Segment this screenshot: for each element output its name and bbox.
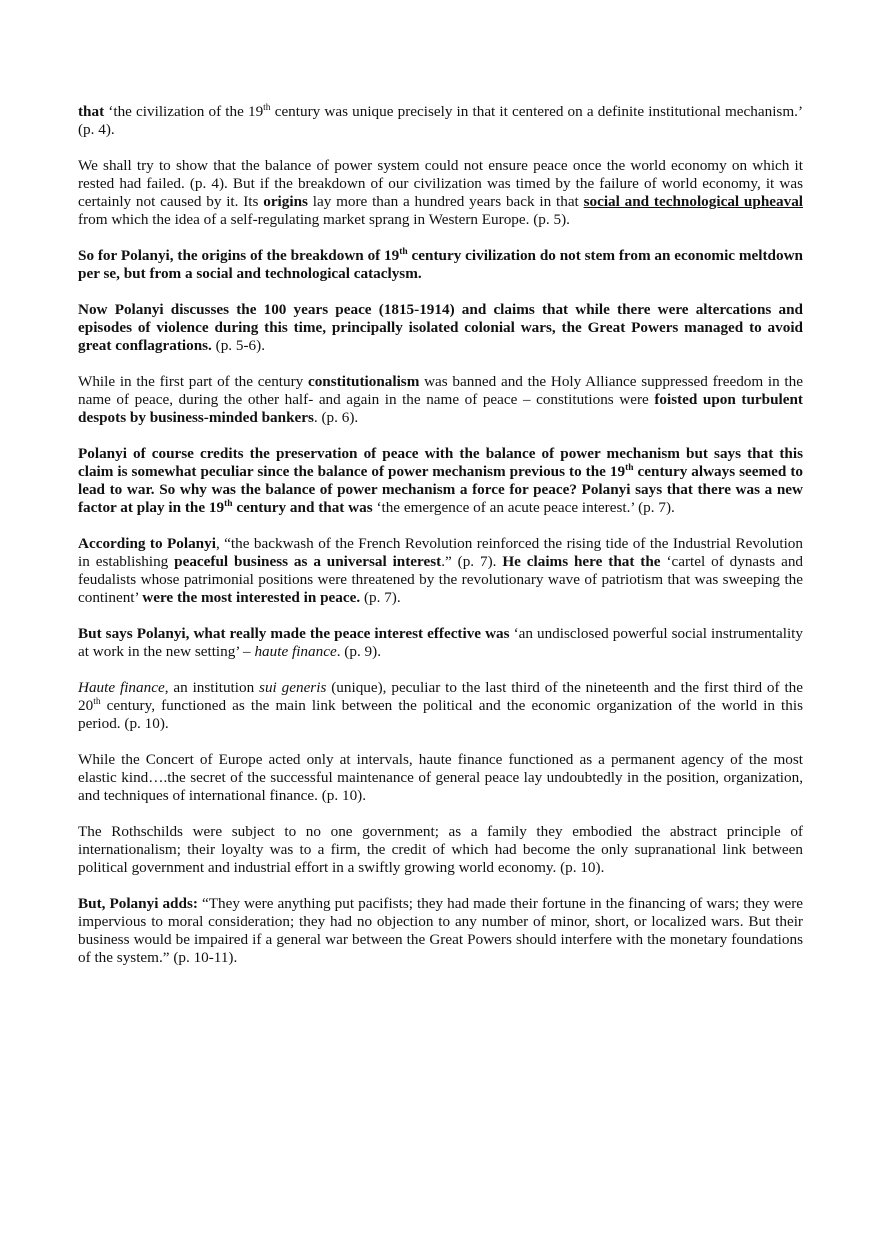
superscript: th — [399, 246, 408, 257]
run: century, functioned as the main link between the political and the economic organization of the world in this period. (p. 10). — [78, 697, 803, 732]
paragraph-haute-finance-definition — [78, 679, 803, 733]
run: , “the backwash of the French Revolution reinforced the rising tide of the Industrial Revolution in establishing — [78, 535, 803, 570]
paragraph-polanyi-adds — [78, 895, 803, 967]
run: century was unique precisely in that it centered on a definite institutional mechanism.’ (p. 4). — [78, 103, 804, 138]
superscript: th — [224, 498, 233, 509]
run: But, Polanyi adds: — [78, 895, 198, 912]
run: century civilization do not stem from an economic meltdown per se, but from a social and technological cataclysm. — [78, 247, 803, 282]
run: While in the first part of the century — [78, 373, 308, 390]
paragraph-concert-of-europe — [78, 751, 803, 805]
superscript: th — [93, 696, 101, 707]
run: .” (p. 7). — [441, 553, 503, 570]
run: foisted upon turbulent despots by business-minded bankers — [78, 391, 803, 426]
run: Now Polanyi discusses the 100 years peace (1815-1914) and claims that while there were altercations and episodes of violence during this time, principally isolated colonial wars, the Great Powers managed to avoid great conflagrations. — [78, 301, 803, 354]
run: The Rothschilds were subject to no one government; as a family they embodied the abstract principle of internationalism; their loyalty was to a firm, the credit of which had become the only supranational link between political government and industrial effort in a swiftly growing world economy. (p. 10). — [78, 823, 803, 876]
run: But says Polanyi, what really made the peace interest effective was — [78, 625, 510, 642]
paragraph-french-revolution — [78, 535, 803, 607]
paragraph-hundred-years-peace — [78, 301, 803, 355]
superscript: th — [263, 102, 271, 113]
run: Polanyi of course credits the preservation of peace with the balance of power mechanism but says that this claim is somewhat peculiar since the balance of power mechanism previous to the 19 — [78, 445, 803, 480]
run: century and that was — [232, 499, 373, 516]
run: (unique), peculiar to the last third of the nineteenth and the first third of the 20 — [78, 679, 803, 714]
run: (p. 5-6). — [211, 337, 266, 354]
run: social and technological upheaval — [583, 193, 804, 210]
paragraph-institutional-mechanism — [78, 103, 803, 139]
paragraph-balance-of-power — [78, 157, 803, 229]
run: According to Polanyi — [78, 535, 216, 552]
paragraph-peace-interest — [78, 445, 803, 517]
run: “They were anything put pacifists; they had made their fortune in the financing of wars; they were impervious to moral consideration; they had no objection to any number of minor, short, or localized wars. But their business would be impaired if a general war between the Great Powers should interfere with the monetary foundations of the system.” (p. 10-11). — [78, 895, 803, 966]
run: He claims here that the — [502, 553, 661, 570]
run: (p. 7). — [360, 589, 401, 606]
run: from which the idea of a self-regulating market sprang in Western Europe. (p. 5). — [78, 211, 570, 228]
run: century always seemed to lead to war. So why was the balance of power mechanism a force for peace? Polanyi says that there was a new factor at play in the 19 — [78, 463, 804, 516]
run: lay more than a hundred years back in that — [307, 193, 584, 210]
run: So for Polanyi, the origins of the breakdown of 19 — [78, 247, 400, 264]
run: . (p. 6). — [313, 409, 359, 426]
paragraph-origins-of-breakdown — [78, 247, 803, 283]
run: ‘an undisclosed powerful social instrumentality at work in the new setting’ – — [78, 625, 803, 660]
superscript: th — [625, 462, 634, 473]
run: Haute finance — [78, 679, 165, 696]
run: We shall try to show that the balance of power system could not ensure peace once the world economy on which it rested had failed. (p. 4). But if the breakdown of our civilization was timed by the failure of world economy, it was certainly not caused by it. Its — [78, 157, 803, 210]
run: ‘cartel of dynasts and feudalists whose patrimonial positions were threatened by the revolutionary wave of patriotism that was sweeping the continent’ — [78, 553, 804, 606]
run: sui generis — [259, 679, 327, 696]
run: , an institution — [164, 679, 260, 696]
run: ‘the civilization of the 19 — [104, 103, 264, 120]
run: haute finance — [254, 643, 337, 660]
run: . (p. 9). — [336, 643, 381, 660]
run: constitutionalism — [307, 373, 420, 390]
run: origins — [263, 193, 308, 210]
run: While the Concert of Europe acted only at intervals, haute finance functioned as a permanent agency of the most elastic kind….the secret of the successful maintenance of general peace lay undoubtedly in the position, organization, and techniques of international finance. (p. 10). — [78, 751, 803, 804]
document-page — [78, 103, 803, 985]
paragraph-constitutionalism — [78, 373, 803, 427]
paragraph-haute-finance-intro — [78, 625, 803, 661]
run: that — [78, 103, 105, 120]
paragraph-rothschilds — [78, 823, 803, 877]
run: ‘the emergence of an acute peace interest.’ (p. 7). — [372, 499, 675, 516]
run: were the most interested in peace. — [142, 589, 361, 606]
run: peaceful business as a universal interest — [174, 553, 442, 570]
run: was banned and the Holy Alliance suppressed freedom in the name of peace, during the other half- and again in the name of peace – constitutions were — [78, 373, 803, 408]
